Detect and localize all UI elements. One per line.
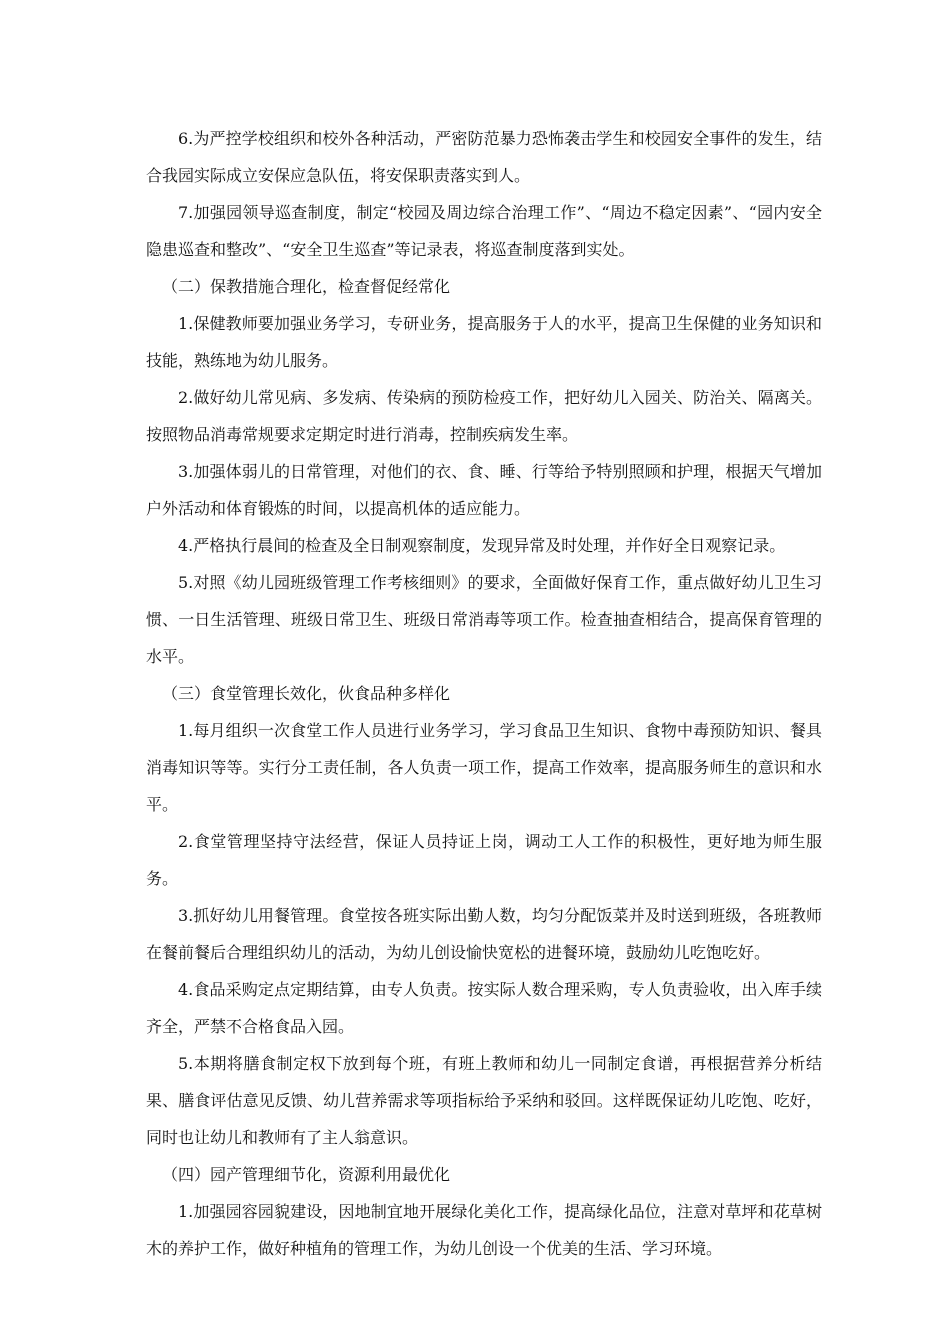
para-care-item-4: 4.严格执行晨间的检查及全日制观察制度，发现异常及时处理，并作好全日观察记录。 [178,536,786,555]
para-canteen-item-2: 2.食堂管理坚持守法经营，保证人员持证上岗，调动工人工作的积极性，更好地为师生服务。 [146,832,822,888]
para-property-item-1: 1.加强园容园貌建设，因地制宜地开展绿化美化工作，提高绿化品位，注意对草坪和花草树木的养护工作，做好种植角的管理工作，为幼儿创设一个优美的生活、学习环境。 [146,1202,822,1258]
section-heading-3: （三）食堂管理长效化，伙食品种多样化 [162,684,451,703]
para-canteen-item-3: 3.抓好幼儿用餐管理。食堂按各班实际出勤人数，均匀分配饭菜并及时送到班级，各班教师在餐前餐后合理组织幼儿的活动，为幼儿创设愉快宽松的进餐环境，鼓励幼儿吃饱吃好。 [146,906,822,962]
section-heading-4: （四）园产管理细节化，资源利用最优化 [162,1165,451,1184]
para-canteen-item-5: 5.本期将膳食制定权下放到每个班，有班上教师和幼儿一同制定食谱，再根据营养分析结果、膳食评估意见反馈、幼儿营养需求等项指标给予采纳和驳回。这样既保证幼儿吃饱、吃好，同时也让幼儿和教师有了主人翁意识。 [146,1054,822,1147]
section-heading-2: （二）保教措施合理化，检查督促经常化 [162,277,451,296]
document-body [146,120,822,1267]
para-care-item-5: 5.对照《幼儿园班级管理工作考核细则》的要求，全面做好保育工作，重点做好幼儿卫生习惯、一日生活管理、班级日常卫生、班级日常消毒等项工作。检查抽查相结合，提高保育管理的水平。 [146,573,822,666]
para-care-item-3: 3.加强体弱儿的日常管理，对他们的衣、食、睡、行等给予特别照顾和护理，根据天气增加户外活动和体育锻炼的时间，以提高机体的适应能力。 [146,462,822,518]
para-security-item-7: 7.加强园领导巡查制度，制定“校园及周边综合治理工作”、“周边不稳定因素”、“园内安全隐患巡查和整改”、“安全卫生巡查”等记录表，将巡查制度落到实处。 [146,203,822,259]
para-canteen-item-1: 1.每月组织一次食堂工作人员进行业务学习，学习食品卫生知识、食物中毒预防知识、餐具消毒知识等等。实行分工责任制，各人负责一项工作，提高工作效率，提高服务师生的意识和水平。 [146,721,822,814]
para-security-item-6: 6.为严控学校组织和校外各种活动，严密防范暴力恐怖袭击学生和校园安全事件的发生，结合我园实际成立安保应急队伍，将安保职责落实到人。 [146,129,822,185]
para-care-item-2: 2.做好幼儿常见病、多发病、传染病的预防检疫工作，把好幼儿入园关、防治关、隔离关。按照物品消毒常规要求定期定时进行消毒，控制疾病发生率。 [146,388,822,444]
para-care-item-1: 1.保健教师要加强业务学习，专研业务，提高服务于人的水平，提高卫生保健的业务知识和技能，熟练地为幼儿服务。 [146,314,822,370]
para-canteen-item-4: 4.食品采购定点定期结算，由专人负责。按实际人数合理采购，专人负责验收，出入库手续齐全，严禁不合格食品入园。 [146,980,822,1036]
